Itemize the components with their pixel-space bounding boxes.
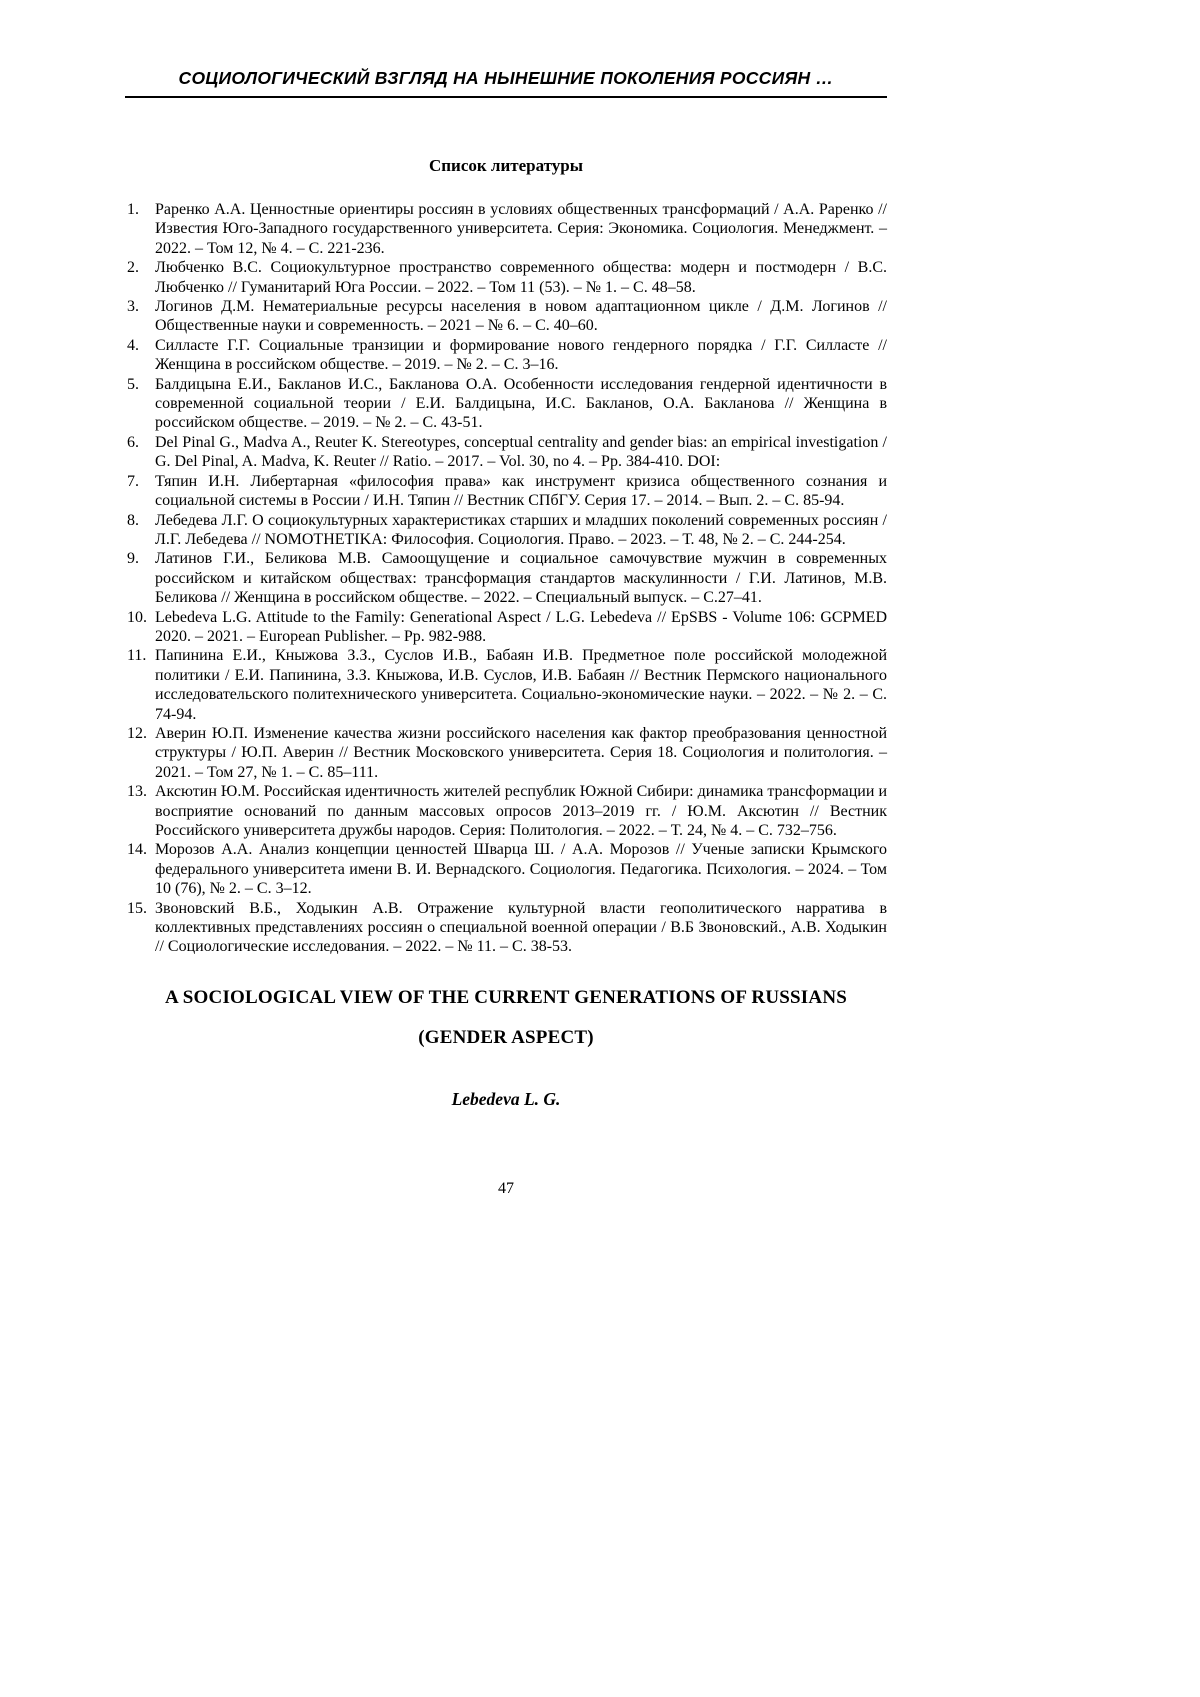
- document-page: [125, 0, 887, 1198]
- reference-text: Силласте Г.Г. Социальные транзиции и формирование нового гендерного порядка / Г.Г. Силласте // Женщина в российском обществе. – 2019. – № 2. – С. 3–16.: [155, 336, 887, 374]
- reference-item: [125, 608, 887, 647]
- reference-number: 1.: [127, 201, 139, 218]
- reference-item: [125, 646, 887, 724]
- english-title-line2: (GENDER ASPECT): [418, 1026, 594, 1048]
- reference-text: Звоновский В.Б., Ходыкин А.В. Отражение культурной власти геополитического нарратива в коллективных представлениях россиян о специальной военной операции / В.Б Звоновский., А.В. Ходыкин // Социологические исследования. – 2022. – № 11. – С. 38-53.: [155, 899, 887, 956]
- reference-number: 8.: [127, 511, 139, 529]
- reference-number: 2.: [127, 259, 139, 277]
- reference-number: 3.: [127, 298, 139, 316]
- reference-item: [125, 840, 887, 898]
- reference-text: Тяпин И.Н. Либертарная «философия права» как инструмент кризиса общественного сознания и социальной системы в России / И.Н. Тяпин // Вестник СПбГУ. Серия 17. – 2014. – Вып. 2. – С. 85-94.: [155, 472, 887, 510]
- reference-text: Любченко В.С. Социокультурное пространство современного общества: модерн и постмодерн / В.С. Любченко // Гуманитарий Юга России. – 2022. – Том 11 (53). – № 1. – С. 48–58.: [155, 259, 887, 296]
- reference-number: 5.: [127, 375, 139, 393]
- reference-number: 13.: [127, 783, 147, 801]
- reference-item: [125, 511, 887, 550]
- reference-number: 6.: [127, 433, 139, 451]
- reference-number: 11.: [127, 647, 147, 665]
- reference-text: Латинов Г.И., Беликова М.В. Самоощущение и социальное самочувствие мужчин в современных российском и китайском обществах: трансформация стандартов маскулинности / Г.И. Латинов, М.В. Беликова // Женщина в российском обществе. – 2022. – Специальный выпуск. – С.27–41.: [155, 550, 887, 607]
- reference-item: [125, 549, 887, 607]
- english-title-line1: A SOCIOLOGICAL VIEW OF THE CURRENT GENERATIONS OF RUSSIANS: [164, 986, 848, 1008]
- reference-item: [125, 433, 887, 472]
- reference-item: [125, 724, 887, 782]
- author-name: Lebedeva L. G.: [451, 1088, 561, 1109]
- header-rule: [125, 96, 887, 98]
- reference-text: Lebedeva L.G. Attitude to the Family: Generational Aspect / L.G. Lebedeva // EpSBS - Volume 106: GCPMED 2020. – 2021. – European Publisher. – Pp. 982-988.: [155, 608, 887, 645]
- reference-number: 10.: [127, 608, 147, 626]
- reference-item: [125, 297, 887, 336]
- reference-text: Аверин Ю.П. Изменение качества жизни российского населения как фактор преобразования ценностной структуры / Ю.П. Аверин // Вестник Московского университета. Серия 18. Социология и политология. – 2021. – Том 27, № 1. – С. 85–111.: [155, 724, 887, 781]
- reference-item: [125, 375, 887, 433]
- reference-text: Del Pinal G., Madva A., Reuter K. Stereotypes, conceptual centrality and gender bias: an empirical investigation / G. Del Pinal, A. Madva, K. Reuter // Ratio. – 2017. – Vol. 30, no 4. – Pp. 384-410. DOI:: [155, 433, 887, 471]
- reference-text: Аксютин Ю.М. Российская идентичность жителей республик Южной Сибири: динамика трансформации и восприятие оснований по данным массовых опросов 2013–2019 гг. / Ю.М. Аксютин // Вестник Российского университета дружбы народов. Серия: Политология. – 2022. – Т. 24, № 4. – С. 732–756.: [155, 783, 887, 839]
- reference-text: Папинина Е.И., Кныжова З.З., Суслов И.В., Бабаян И.В. Предметное поле российской молодежной политики / Е.И. Папинина, З.З. Кныжова, И.В. Суслов, И.В. Бабаян // Вестник Пермского национального исследовательского политехнического университета. Социально-экономические науки. – 2022. – № 2. – С. 74-94.: [155, 647, 887, 723]
- reference-text: Балдицына Е.И., Бакланов И.С., Бакланова О.А. Особенности исследования гендерной идентичности в современной социальной теории / Е.И. Балдицына, И.С. Бакланов, О.А. Бакланова // Женщина в российском обществе. – 2019. – № 2. – С. 43-51.: [155, 375, 887, 432]
- reference-number: 4.: [127, 336, 139, 354]
- reference-item: [125, 336, 887, 375]
- reference-number: 7.: [127, 472, 139, 490]
- reference-item: [125, 782, 887, 840]
- reference-item: [125, 899, 887, 957]
- reference-list: [125, 200, 887, 957]
- reference-text: Морозов А.А. Анализ концепции ценностей Шварца Ш. / А.А. Морозов // Ученые записки Крымского федерального университета имени В. И. Вернадского. Социология. Педагогика. Психология. – 2024. – Том 10 (76), № 2. – С. 3–12.: [155, 841, 887, 898]
- reference-number: 12.: [127, 724, 147, 742]
- reference-item: [125, 258, 887, 297]
- reference-text: Лебедева Л.Г. О социокультурных характеристиках старших и младших поколений современных россиян / Л.Г. Лебедева // NOMOTHETIKA: Философия. Социология. Право. – 2023. – Т. 48, № 2. – С. 244-254.: [155, 511, 887, 548]
- running-header: [125, 68, 887, 98]
- running-header-text: СОЦИОЛОГИЧЕСКИЙ ВЗГЛЯД НА НЫНЕШНИЕ ПОКОЛЕНИЯ РОССИЯН …: [178, 68, 834, 88]
- reference-item: [125, 200, 887, 258]
- reference-number: 9.: [127, 550, 139, 568]
- reference-text: Раренко А.А. Ценностные ориентиры россиян в условиях общественных трансформаций / А.А. Раренко // Известия Юго-Западного государственного университета. Серия: Экономика. Социология. Менеджмент. – 2022. – Том 12, № 4. – С. 221-236.: [155, 201, 887, 257]
- reference-number: 14.: [127, 841, 147, 859]
- reference-item: [125, 472, 887, 511]
- section-title: Список литературы: [428, 156, 584, 175]
- reference-text: Логинов Д.М. Нематериальные ресурсы населения в новом адаптационном цикле / Д.М. Логинов // Общественные науки и современность. – 2021 – № 6. – С. 40–60.: [155, 298, 887, 335]
- page-number: 47: [498, 1179, 514, 1197]
- reference-number: 15.: [127, 899, 147, 917]
